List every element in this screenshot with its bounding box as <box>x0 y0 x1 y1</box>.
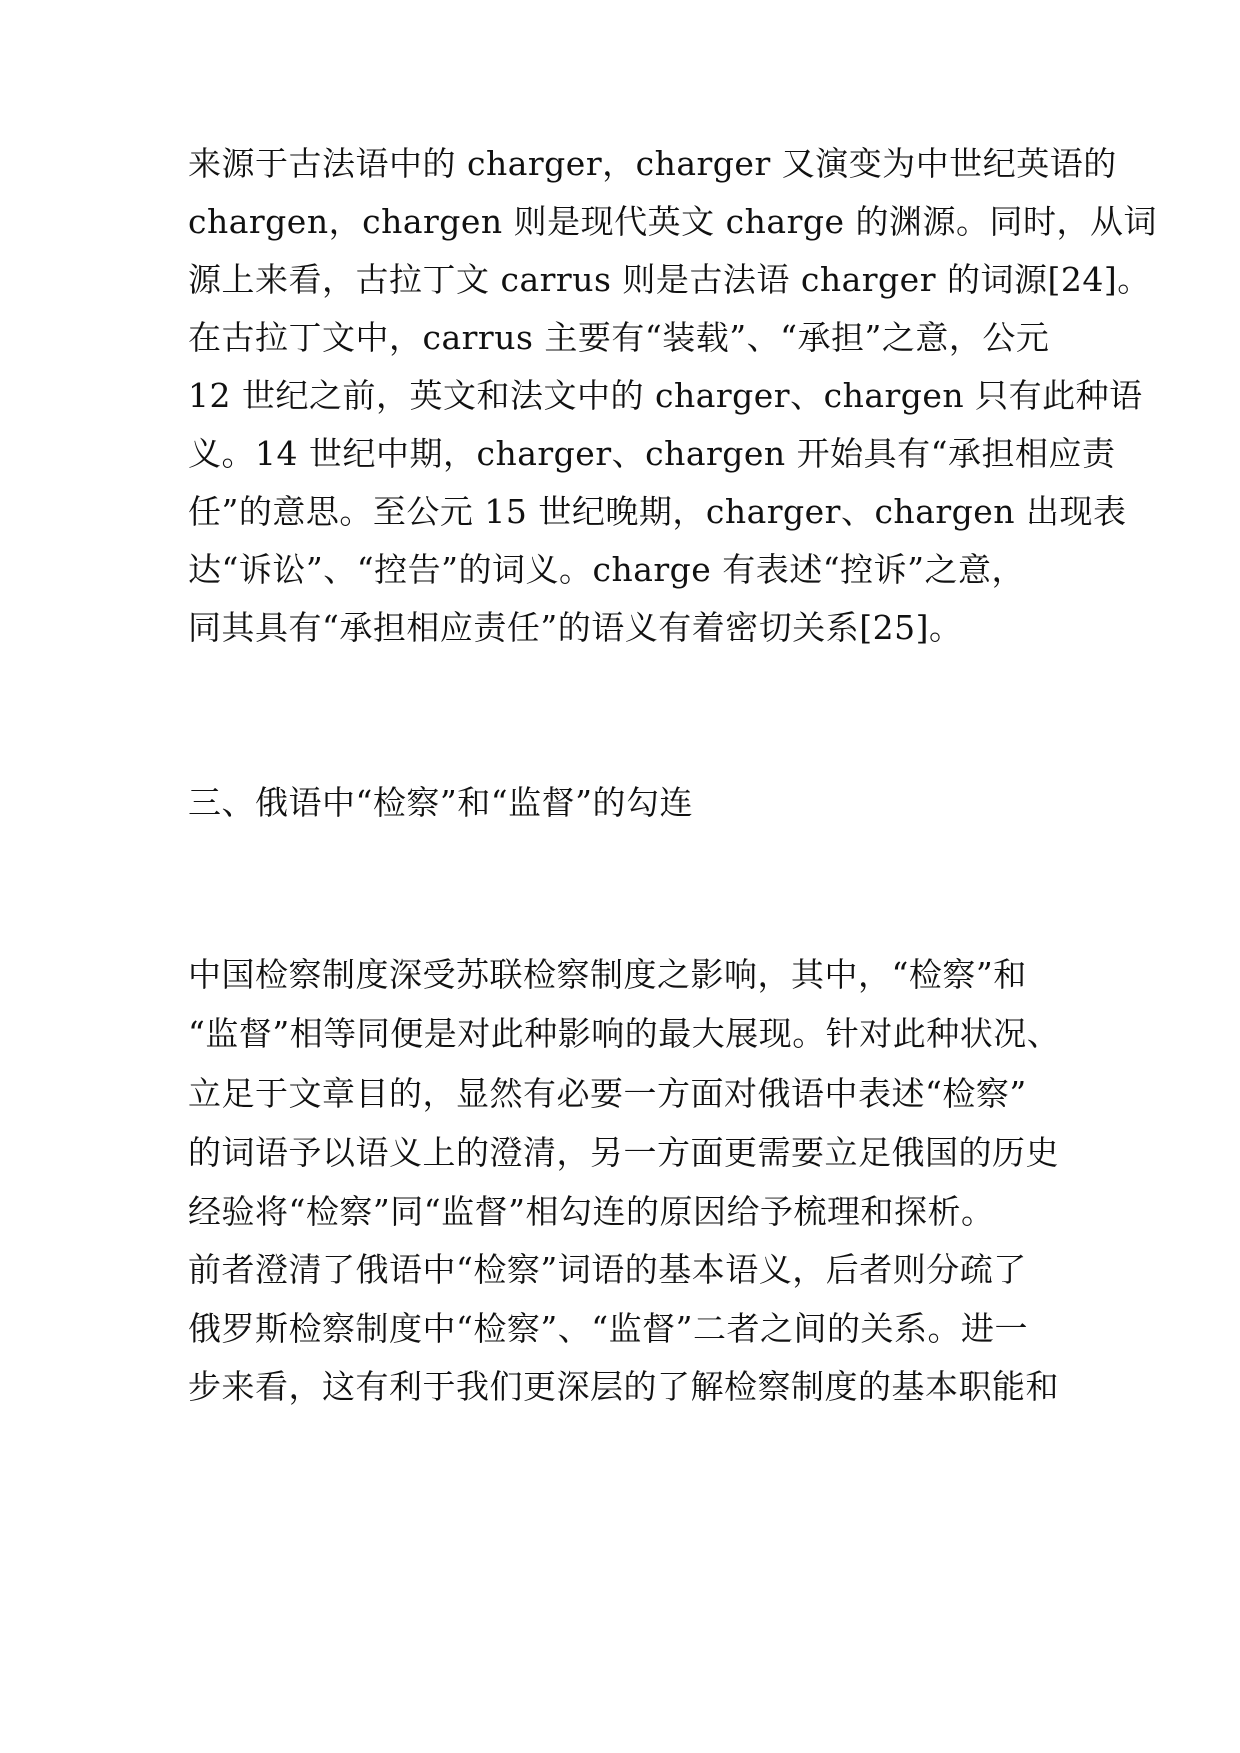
paragraph-1-line-1: 来源于古法语中的 charger，charger 又演变为中世纪英语的 <box>188 144 1117 183</box>
paragraph-2-line-1: 中国检察制度深受苏联检察制度之影响，其中，“检察”和 <box>188 955 1027 994</box>
paragraph-1-line-9: 同其具有“承担相应责任”的语义有着密切关系[25]。 <box>188 608 963 647</box>
paragraph-1-line-4: 在古拉丁文中，carrus 主要有“装载”、“承担”之意，公元 <box>188 318 1050 357</box>
paragraph-1-line-2: chargen，chargen 则是现代英文 charge 的渊源。同时，从词 <box>188 202 1157 241</box>
paragraph-2-line-4: 的词语予以语义上的澄清，另一方面更需要立足俄国的历史 <box>188 1133 1059 1172</box>
paragraph-2-line-2: “监督”相等同便是对此种影响的最大展现。针对此种状况、 <box>188 1014 1061 1053</box>
paragraph-1-line-8: 达“诉讼”、“控告”的词义。charge 有表述“控诉”之意， <box>188 550 1026 589</box>
paragraph-1-line-5: 12 世纪之前，英文和法文中的 charger、chargen 只有此种语 <box>188 376 1143 415</box>
paragraph-1-line-7: 任”的意思。至公元 15 世纪晚期，charger、chargen 出现表 <box>188 492 1127 531</box>
paragraph-2-line-6: 前者澄清了俄语中“检察”词语的基本语义，后者则分疏了 <box>188 1250 1027 1289</box>
paragraph-1-line-3: 源上来看，古拉丁文 carrus 则是古法语 charger 的词源[24]。 <box>188 260 1151 299</box>
paragraph-2-line-5: 经验将“检察”同“监督”相勾连的原因给予梳理和探析。 <box>188 1192 995 1231</box>
paragraph-2-line-8: 步来看，这有利于我们更深层的了解检察制度的基本职能和 <box>188 1367 1059 1406</box>
section-heading: 三、俄语中“检察”和“监督”的勾连 <box>188 783 693 822</box>
paragraph-1-line-6: 义。14 世纪中期，charger、chargen 开始具有“承担相应责 <box>188 434 1116 473</box>
paragraph-2-line-7: 俄罗斯检察制度中“检察”、“监督”二者之间的关系。进一 <box>188 1309 1028 1348</box>
paragraph-2-line-3: 立足于文章目的，显然有必要一方面对俄语中表述“检察” <box>188 1074 1027 1113</box>
